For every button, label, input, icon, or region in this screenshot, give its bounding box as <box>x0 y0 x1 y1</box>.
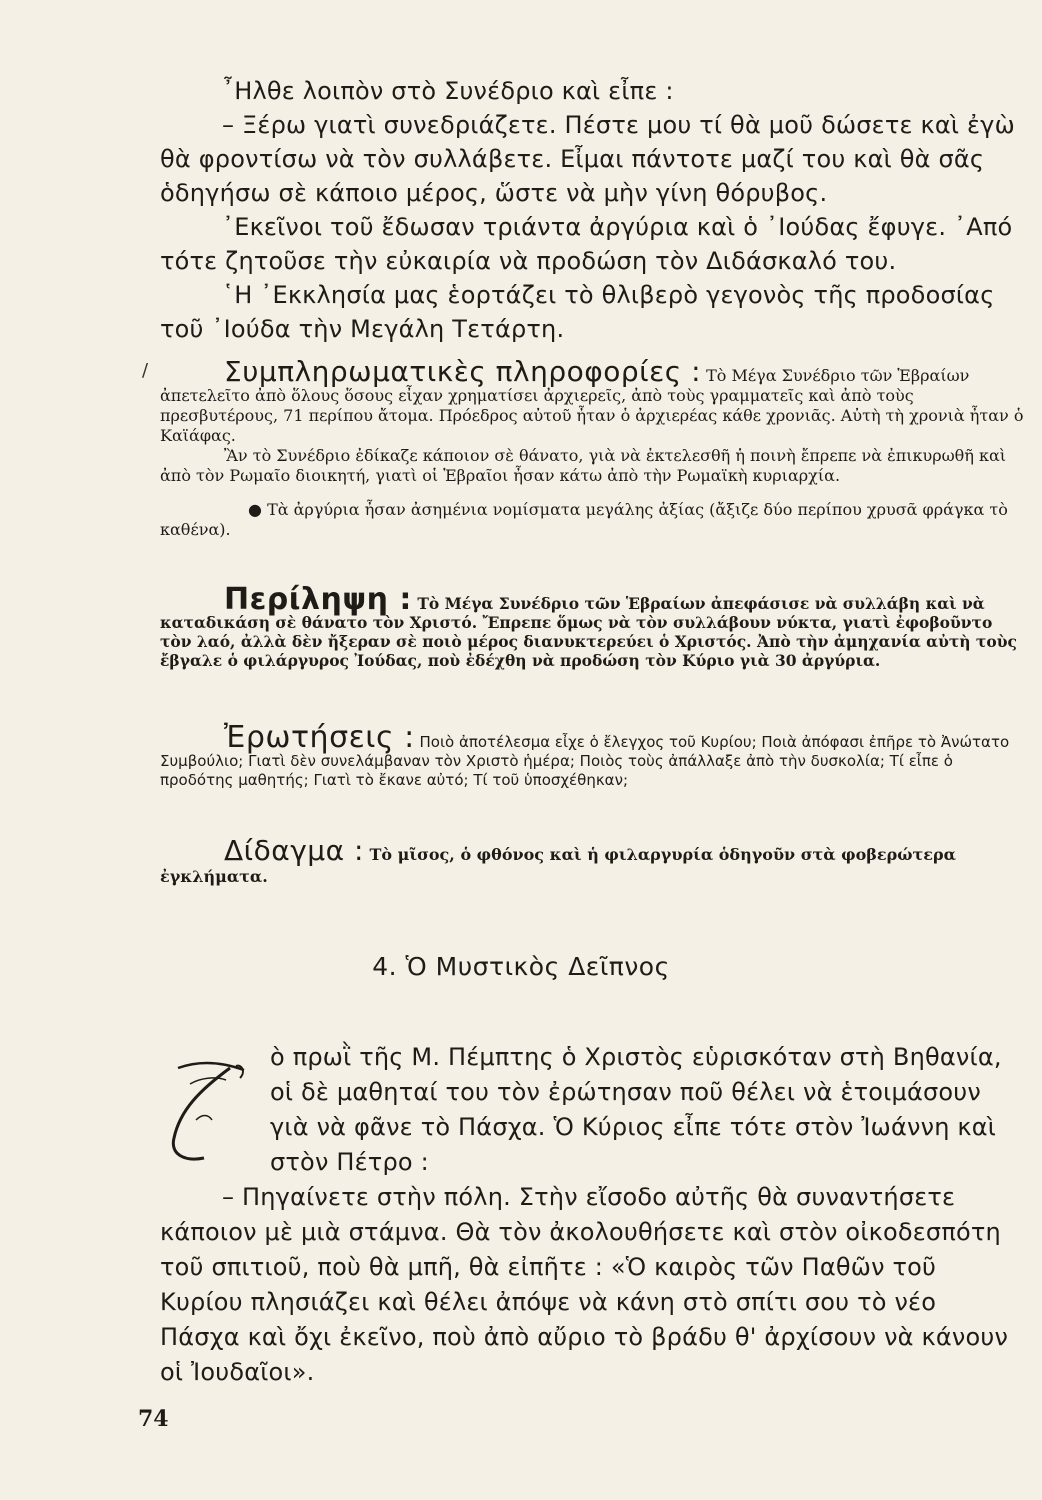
chapter-title: 4. Ὁ Μυστικὸς Δεῖπνος <box>372 952 670 981</box>
lesson-section <box>160 834 1026 888</box>
paragraph-1: ῏Ηλθε λοιπὸν στὸ Συνέδριο καὶ εἶπε : <box>222 77 674 105</box>
summary-section <box>160 582 1026 670</box>
supplementary-heading: Συμπληρωματικὲς πληροφορίες : <box>224 355 702 388</box>
paragraph-3: ᾿Εκεῖνοι τοῦ ἔδωσαν τριάντα ἀργύρια καὶ ὁ ᾿Ιούδας ἔφυγε. ᾿Από τότε ζητοῦσε τὴν εὐκαιρία νὰ προδώση τὸν Διδάσκαλό του. <box>160 213 1013 275</box>
lesson-heading: Δίδαγμα : <box>224 834 364 867</box>
supplementary-bullet-text: Τὰ ἀργύρια ἦσαν ἀσημένια νομίσματα μεγάλης ἀξίας (ἄξιζε δύο περίπου χρυσᾶ φράγκα τὸ καθένα). <box>160 500 1008 539</box>
page-number: 74 <box>138 1406 169 1432</box>
summary-heading: Περίληψη : <box>224 582 412 617</box>
main-text-block <box>160 74 1022 346</box>
questions-heading: Ἐρωτήσεις : <box>224 720 415 755</box>
supplementary-info <box>160 355 1026 540</box>
margin-mark: / <box>142 360 149 381</box>
supplementary-text-2: Ἂν τὸ Συνέδριο ἐδίκαζε κάποιον σὲ θάνατο, γιὰ νὰ ἐκτελεσθῆ ἡ ποινὴ ἔπρεπε νὰ ἐπικυρωθῆ καὶ ἀπὸ τὸν Ρωμαῖο διοικητή, γιατὶ οἱ Ἑβραῖοι ἦσαν κάτω ἀπὸ τὴν Ρωμαϊκὴ κυριαρχία. <box>160 446 1007 485</box>
story-text-block <box>160 1040 1022 1390</box>
questions-section <box>160 720 1026 790</box>
story-paragraph-1: ὸ πρωῒ τῆς Μ. Πέμπτης ὁ Χριστὸς εὑρισκόταν στὴ Βηθανία, οἱ δὲ μαθηταί του τὸν ἐρώτησαν ποῦ θέλει νὰ ἑτοιμάσουν γιὰ νὰ φᾶνε τὸ Πάσχα. Ὁ Κύριος εἶπε τότε στὸν Ἰωάννη καὶ στὸν Πέτρο : <box>270 1043 1002 1176</box>
questions-text: Ποιὸ ἀποτέλεσμα εἶχε ὁ ἔλεγχος τοῦ Κυρίου; Ποιὰ ἀπόφασι ἐπῆρε τὸ Ἀνώτατο Συμβούλιο; Γιατὶ δὲν συνελάμβαναν τὸν Χριστὸ ἡμέρα; Ποιὸς τοὺς ἀπάλλαξε ἀπὸ τὴν δυσκολία; Τί εἶπε ὁ προδότης μαθητής; Γιατὶ τὸ ἔκανε αὐτό; Τί τοῦ ὑποσχέθηκαν; <box>160 733 1010 789</box>
paragraph-4: ῾Η ᾿Εκκλησία μας ἑορτάζει τὸ θλιβερὸ γεγονὸς τῆς προδοσίας τοῦ ᾿Ιούδα τὴν Μεγάλη Τετάρτη. <box>160 281 995 343</box>
lesson-text: Τὸ μῖσος, ὁ φθόνος καὶ ἡ φιλαργυρία ὁδηγοῦν στὰ φοβερώτερα ἐγκλήματα. <box>160 845 956 886</box>
paragraph-2: – Ξέρω γιατὶ συνεδριάζετε. Πέστε μου τί θὰ μοῦ δώσετε καὶ ἐγὼ θὰ φροντίσω νὰ τὸν συλλάβετε. Εἶμαι πάντοτε μαζί του καὶ θὰ σᾶς ὁδηγήσω σὲ κάποιο μέρος, ὥστε νὰ μὴν γίνη θόρυβος. <box>160 111 1015 207</box>
supplementary-text-1: Τὸ Μέγα Συνέδριο τῶν Ἑβραίων ἀπετελεῖτο ἀπὸ ὅλους ὅσους εἶχαν χρηματίσει ἀρχιερεῖς, ἀπὸ τοὺς γραμματεῖς καὶ ἀπὸ τοὺς πρεσβυτέρους, 71 περίπου ἄτομα. Πρόεδρος αὐτοῦ ἦταν ὁ ἀρχιερέας κάθε χρονιᾶς. Αὐτὴ τὴ χρονιὰ ἦταν ὁ Καϊάφας. <box>160 366 1024 445</box>
bullet-icon: ● <box>248 500 262 519</box>
summary-text: Τὸ Μέγα Συνέδριο τῶν Ἑβραίων ἀπεφάσισε νὰ συλλάβη καὶ νὰ καταδικάση σὲ θάνατο τὸν Χριστό. Ἔπρεπε ὅμως νὰ τὸν συλλάβουν νύκτα, γιατὶ ἐφοβοῦντο τὸν λαό, ἀλλὰ δὲν ἤξεραν σὲ ποιὸ μέρος διανυκτερεύει ὁ Χριστός. Ἀπὸ τὴν ἀμηχανία αὐτὴ τοὺς ἔβγαλε ὁ φιλάργυρος Ἰούδας, ποὺ ἐδέχθη νὰ προδώση τὸν Κύριο γιὰ 30 ἀργύρια. <box>160 594 1017 670</box>
story-paragraph-2: – Πηγαίνετε στὴν πόλη. Στὴν εἴσοδο αὐτῆς θὰ συναντήσετε κάποιον μὲ μιὰ στάμνα. Θὰ τὸν ἀκολουθήσετε καὶ στὸν οἰκοδεσπότη τοῦ σπιτιοῦ, ποὺ θὰ μπῆ, θὰ εἰπῆτε : «Ὁ καιρὸς τῶν Παθῶν τοῦ Κυρίου πλησιάζει καὶ θέλει ἀπόψε νὰ κάνη στὸ σπίτι σου τὸ νέο Πάσχα καὶ ὄχι ἐκεῖνο, ποὺ ἀπὸ αὔριο τὸ βράδυ θ' ἀρχίσουν νὰ κάνουν οἱ Ἰουδαῖοι». <box>160 1183 1009 1386</box>
